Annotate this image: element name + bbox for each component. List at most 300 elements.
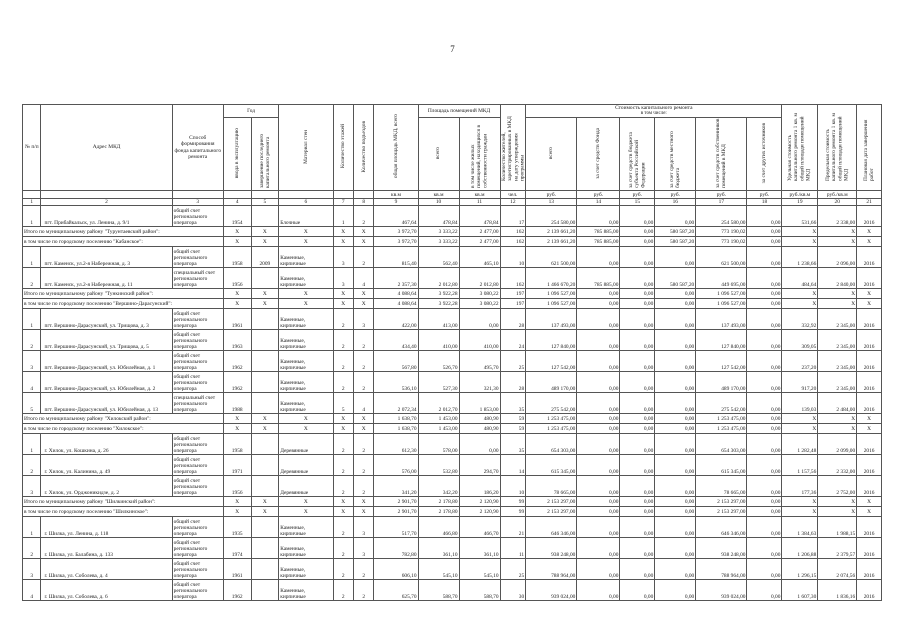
subtotal-cell: 0,00 (577, 424, 620, 434)
subtotal-cell: 0,00 (655, 299, 696, 309)
value-cell: 478,84 (418, 206, 459, 227)
subtotal-cell: X (251, 289, 279, 299)
value-cell: 275 542,00 (526, 393, 577, 414)
value-cell: 342,20 (418, 476, 459, 497)
subtotal-cell: 2 153 297,00 (526, 497, 577, 507)
value-cell: 1 296,15 (782, 559, 818, 580)
header-plan-date: Плановая дата завершения работ (857, 105, 882, 191)
table-cell (251, 517, 279, 538)
value-cell: 782,80 (374, 538, 418, 559)
subtotal-cell: 0,00 (747, 414, 782, 424)
subtotal-cell: X (223, 237, 251, 247)
value-cell: 17 (500, 206, 526, 227)
subtotal-cell: X (857, 507, 882, 517)
value-cell: 0,00 (620, 476, 655, 497)
value-cell: 10 (500, 476, 526, 497)
value-cell: 2 096,00 (818, 247, 857, 268)
column-number-cell: 17 (696, 199, 747, 206)
value-cell: 0,00 (577, 351, 620, 372)
value-cell: 654 303,00 (526, 434, 577, 455)
row-number-cell: 2 (23, 330, 41, 351)
unit-cell: руб./кв.м (818, 191, 857, 199)
subtotal-cell: 480,90 (459, 424, 500, 434)
subtotal-cell: 1 096 527,00 (696, 289, 747, 299)
header-cost-fund: за счет средств Фонда (577, 117, 620, 190)
subtotal-cell: 2 153 297,00 (526, 507, 577, 517)
header-cost-group: Стоимость капитального ремонта в том числе: (526, 105, 782, 118)
table-cell: 2016 (857, 580, 882, 601)
table-cell: 2016 (857, 309, 882, 330)
unit-cell (279, 191, 333, 199)
table-cell: 1935 (223, 517, 251, 538)
value-cell: 0,00 (620, 268, 655, 289)
table-cell: 3 (354, 309, 374, 330)
table-cell: 2016 (857, 268, 882, 289)
address-cell: пгт. Вершино-Дарасунский, ул. Юбилейная, д. 13 (41, 393, 172, 414)
value-cell: 0,00 (620, 206, 655, 227)
subtotal-cell: X (279, 227, 333, 237)
value-cell: 939 024,00 (696, 580, 747, 601)
unit-cell (354, 191, 374, 199)
table-cell: 2016 (857, 538, 882, 559)
table-cell: 2016 (857, 559, 882, 580)
subtotal-cell: X (782, 424, 818, 434)
value-cell: 78 665,00 (696, 476, 747, 497)
subtotal-cell: 3 922,28 (418, 289, 459, 299)
subtotal-cell: 0,00 (620, 227, 655, 237)
table-cell (251, 434, 279, 455)
value-cell: 137 493,00 (526, 309, 577, 330)
header-max-cost: Предельная стоимость капитального ремонта 1 кв. м общей площади помещений МКД (818, 105, 857, 191)
value-cell: 0,00 (577, 247, 620, 268)
value-cell: 0,00 (620, 538, 655, 559)
subtotal-row (23, 497, 882, 507)
subtotal-cell: X (857, 497, 882, 507)
method-cell: общий счет регионального оператора (172, 476, 223, 497)
subtotal-label: Итого по муниципальному району "Тункинский район": (23, 289, 224, 299)
value-cell: 0,00 (747, 330, 782, 351)
subtotal-cell: 3 080,22 (459, 299, 500, 309)
subtotal-cell: X (279, 289, 333, 299)
header-cost-other: за счет других источников (747, 117, 782, 190)
table-cell: 2 (333, 476, 353, 497)
table-cell (251, 330, 279, 351)
subtotal-label: в том числе по городскому поселению "Кабанское": (23, 237, 224, 247)
subtotal-cell: 773 190,02 (696, 237, 747, 247)
value-cell: 30 (500, 580, 526, 601)
subtotal-row (23, 237, 882, 247)
header-year-repair: завершение последнего капитального ремонта (251, 117, 279, 190)
subtotal-cell: 0,00 (620, 414, 655, 424)
value-cell: 0,00 (620, 351, 655, 372)
value-cell: 0,00 (747, 393, 782, 414)
value-cell: 465,10 (459, 247, 500, 268)
value-cell: 24 (500, 330, 526, 351)
subtotal-row (23, 227, 882, 237)
table-cell: 2016 (857, 330, 882, 351)
value-cell: 0,00 (655, 351, 696, 372)
column-number-cell: 13 (526, 199, 577, 206)
subtotal-cell: X (782, 289, 818, 299)
subtotal-cell: X (818, 497, 857, 507)
value-cell: 0,00 (620, 330, 655, 351)
value-cell: 2 345,00 (818, 309, 857, 330)
column-numbers-row (23, 199, 882, 206)
row-number-cell: 3 (23, 476, 41, 497)
value-cell: 2 012,70 (418, 393, 459, 414)
column-number-cell: 1 (23, 199, 41, 206)
column-number-cell: 5 (251, 199, 279, 206)
table-cell: 1961 (223, 309, 251, 330)
table-cell (251, 206, 279, 227)
table-cell: 2 (333, 309, 353, 330)
value-cell: 127 542,00 (526, 351, 577, 372)
subtotal-cell: X (223, 507, 251, 517)
value-cell: 580 587,20 (655, 268, 696, 289)
value-cell: 2 338,00 (818, 206, 857, 227)
value-cell: 1 836,16 (818, 580, 857, 601)
subtotal-cell: 2 120,90 (459, 497, 500, 507)
wall-material-cell: Деревянные (279, 455, 333, 476)
value-cell: 35 (500, 393, 526, 414)
row-number-cell: 1 (23, 309, 41, 330)
header-unit-cost: Удельная стоимость капитального ремонта 1 кв. м общей площади помещений МКД (782, 105, 818, 191)
value-cell: 0,00 (620, 580, 655, 601)
value-cell: 0,00 (577, 330, 620, 351)
value-cell: 527,30 (418, 372, 459, 393)
value-cell: 0,00 (747, 434, 782, 455)
method-cell: общий счет регионального оператора (172, 309, 223, 330)
subtotal-cell: 0,00 (655, 507, 696, 517)
subtotal-cell: 162 (500, 227, 526, 237)
value-cell: 2 484,00 (818, 393, 857, 414)
address-cell: г. Шилка, ул. Балабина, д. 133 (41, 538, 172, 559)
subtotal-row (23, 299, 882, 309)
value-cell: 788 964,00 (696, 559, 747, 580)
unit-cell (223, 191, 251, 199)
method-cell: общий счет регионального оператора (172, 538, 223, 559)
method-cell: общий счет регионального оператора (172, 517, 223, 538)
value-cell: 0,00 (655, 559, 696, 580)
subtotal-cell: X (857, 299, 882, 309)
unit-cell (23, 191, 41, 199)
subtotal-row (23, 414, 882, 424)
method-cell: общий счет регионального оператора (172, 206, 223, 227)
table-row (23, 538, 882, 559)
subtotal-row (23, 424, 882, 434)
value-cell: 0,00 (577, 517, 620, 538)
value-cell: 0,00 (577, 434, 620, 455)
value-cell: 0,00 (459, 309, 500, 330)
value-cell: 434,40 (374, 330, 418, 351)
value-cell: 815,40 (374, 247, 418, 268)
value-cell: 237,20 (782, 351, 818, 372)
value-cell: 588,70 (459, 580, 500, 601)
subtotal-cell: 0,00 (655, 497, 696, 507)
value-cell: 361,10 (459, 538, 500, 559)
subtotal-cell: 0,00 (577, 299, 620, 309)
table-cell: 5 (333, 393, 353, 414)
subtotal-cell: 2 153 297,00 (696, 497, 747, 507)
value-cell: 938 248,00 (526, 538, 577, 559)
table-cell (251, 309, 279, 330)
subtotal-cell: 0,00 (747, 237, 782, 247)
subtotal-cell: X (223, 424, 251, 434)
value-cell: 466,80 (418, 517, 459, 538)
subtotal-cell: 580 587,20 (655, 227, 696, 237)
subtotal-cell: X (279, 497, 333, 507)
table-cell: 1956 (223, 268, 251, 289)
address-cell: пгт. Вершино-Дарасунский, ул. Трищова, д. 3 (41, 309, 172, 330)
table-row (23, 476, 882, 497)
wall-material-cell: Каменные, кирпичные (279, 517, 333, 538)
value-cell: 309,05 (782, 330, 818, 351)
subtotal-cell: X (818, 227, 857, 237)
subtotal-cell: 0,00 (747, 227, 782, 237)
subtotal-label: в том числе по городскому поселению "Вершино-Дарасунский": (23, 299, 224, 309)
value-cell: 2 752,00 (818, 476, 857, 497)
value-cell: 0,00 (577, 455, 620, 476)
subtotal-cell: 2 139 661,20 (526, 237, 577, 247)
subtotal-cell: X (818, 507, 857, 517)
address-cell: г. Хилок, ул. Кошкина, д. 26 (41, 434, 172, 455)
subtotal-cell: 1 638,70 (374, 414, 418, 424)
table-cell: 2016 (857, 455, 882, 476)
subtotal-cell: 0,00 (747, 424, 782, 434)
value-cell: 621 500,00 (696, 247, 747, 268)
unit-cell: руб. (620, 191, 655, 199)
table-row (23, 351, 882, 372)
subtotal-cell: X (354, 414, 374, 424)
value-cell: 612,30 (374, 434, 418, 455)
subtotal-cell: 0,00 (620, 289, 655, 299)
value-cell: 0,00 (747, 455, 782, 476)
value-cell: 294,70 (459, 455, 500, 476)
value-cell: 1 384,63 (782, 517, 818, 538)
value-cell: 578,00 (418, 434, 459, 455)
value-cell: 0,00 (577, 372, 620, 393)
table-cell: 3 (354, 517, 374, 538)
subtotal-cell: X (223, 299, 251, 309)
value-cell: 186,20 (459, 476, 500, 497)
value-cell: 139,03 (782, 393, 818, 414)
value-cell: 466,70 (459, 517, 500, 538)
value-cell: 625,70 (374, 580, 418, 601)
address-cell: г. Хилок, ул. Орджоникидзе, д. 2 (41, 476, 172, 497)
subtotal-cell: X (251, 227, 279, 237)
table-cell: 2016 (857, 476, 882, 497)
table-cell: 2 (333, 434, 353, 455)
value-cell: 588,70 (418, 580, 459, 601)
table-cell: 2 (333, 455, 353, 476)
table-cell (251, 538, 279, 559)
table-cell (251, 351, 279, 372)
table-cell: 2 (354, 351, 374, 372)
value-cell: 788 964,00 (526, 559, 577, 580)
header-area-resid: в том числе жилых помещений, находящихся в собственности граждан (459, 117, 500, 190)
table-cell: 2009 (251, 247, 279, 268)
header-cost-fed: за счет средств бюджета субъекта Российской Федерации (620, 117, 655, 190)
wall-material-cell: Каменные, кирпичные (279, 309, 333, 330)
row-number-cell: 2 (23, 538, 41, 559)
header-method: Способ формирования фонда капитального ремонта (172, 105, 223, 191)
value-cell: 0,00 (747, 351, 782, 372)
header-area-all: всего (418, 117, 459, 190)
subtotal-cell: 0,00 (747, 289, 782, 299)
wall-material-cell: Деревянные (279, 476, 333, 497)
table-cell: 2 (354, 206, 374, 227)
value-cell: 78 665,00 (526, 476, 577, 497)
subtotal-cell: 2 901,70 (374, 507, 418, 517)
value-cell: 449 695,00 (696, 268, 747, 289)
value-cell: 489 170,00 (696, 372, 747, 393)
table-cell: 2016 (857, 517, 882, 538)
subtotal-cell: X (279, 507, 333, 517)
address-cell: г. Хилок, ул. Калинина, д. 49 (41, 455, 172, 476)
table-cell: 1963 (223, 330, 251, 351)
value-cell: 361,10 (418, 538, 459, 559)
subtotal-cell: X (857, 227, 882, 237)
subtotal-cell: X (251, 414, 279, 424)
value-cell: 0,00 (747, 476, 782, 497)
table-cell: 2 (354, 330, 374, 351)
row-number-cell: 4 (23, 580, 41, 601)
value-cell: 938 248,00 (696, 538, 747, 559)
value-cell: 0,00 (620, 247, 655, 268)
subtotal-cell: X (333, 507, 353, 517)
table-cell: 2016 (857, 434, 882, 455)
subtotal-cell: 2 139 661,20 (526, 227, 577, 237)
table-cell: 3 (354, 538, 374, 559)
address-cell: пгт. Прибайкальск, ул. Ленина, д. 9/1 (41, 206, 172, 227)
column-number-cell: 19 (782, 199, 818, 206)
table-cell: 3 (333, 268, 353, 289)
subtotal-cell: X (354, 424, 374, 434)
value-cell: 0,00 (655, 476, 696, 497)
value-cell: 1 282,48 (782, 434, 818, 455)
subtotal-cell: 3 922,28 (418, 299, 459, 309)
table-cell: 1954 (223, 206, 251, 227)
value-cell: 0,00 (655, 247, 696, 268)
subtotal-cell: 0,00 (620, 299, 655, 309)
column-number-cell: 8 (354, 199, 374, 206)
subtotal-cell: 0,00 (747, 507, 782, 517)
column-number-cell: 14 (577, 199, 620, 206)
method-cell: общий счет регионального оператора (172, 247, 223, 268)
subtotal-cell: 1 453,00 (418, 414, 459, 424)
subtotal-cell: X (251, 507, 279, 517)
value-cell: 332,92 (782, 309, 818, 330)
subtotal-cell: 162 (500, 237, 526, 247)
table-cell: 2 (333, 580, 353, 601)
value-cell: 410,00 (459, 330, 500, 351)
table-cell: 2 (333, 559, 353, 580)
value-cell: 1 206,88 (782, 538, 818, 559)
table-cell: 2016 (857, 393, 882, 414)
table-cell: 2 (354, 455, 374, 476)
unit-cell: кв.м (418, 191, 459, 199)
table-cell: 2 (354, 434, 374, 455)
method-cell: общий счет регионального оператора (172, 372, 223, 393)
value-cell: 517,70 (374, 517, 418, 538)
method-cell: общий счет регионального оператора (172, 434, 223, 455)
method-cell: общий счет регионального оператора (172, 580, 223, 601)
address-cell: г. Шилка, ул. Ленина, д. 118 (41, 517, 172, 538)
subtotal-cell: X (818, 299, 857, 309)
subtotal-cell: 1 096 527,00 (526, 289, 577, 299)
value-cell: 2 379,57 (818, 538, 857, 559)
subtotal-cell: X (279, 424, 333, 434)
row-number-cell: 1 (23, 434, 41, 455)
value-cell: 0,00 (655, 330, 696, 351)
unit-cell (172, 191, 223, 199)
subtotal-cell: 2 153 297,00 (696, 507, 747, 517)
value-cell: 489 170,00 (526, 372, 577, 393)
subtotal-cell: 3 333,22 (418, 227, 459, 237)
row-number-cell: 2 (23, 268, 41, 289)
header-row-number: № п/п (23, 105, 41, 191)
value-cell: 654 303,00 (696, 434, 747, 455)
header-total-area: общая площадь МКД, всего (374, 105, 418, 191)
value-cell: 0,00 (620, 434, 655, 455)
value-cell: 0,00 (655, 517, 696, 538)
wall-material-cell: Каменные, кирпичные (279, 580, 333, 601)
subtotal-cell: 1 253 475,00 (526, 424, 577, 434)
value-cell: 2 012,80 (418, 268, 459, 289)
subtotal-cell: X (857, 237, 882, 247)
table-cell (251, 580, 279, 601)
value-cell: 0,00 (620, 455, 655, 476)
subtotal-row (23, 507, 882, 517)
subtotal-cell: X (857, 424, 882, 434)
table-cell (251, 455, 279, 476)
table-cell: 2016 (857, 206, 882, 227)
column-number-cell: 9 (374, 199, 418, 206)
table-cell: 2 (354, 580, 374, 601)
subtotal-cell: 0,00 (577, 414, 620, 424)
table-cell: 2 (354, 476, 374, 497)
value-cell: 35 (500, 434, 526, 455)
method-cell: общий счет регионального оператора (172, 330, 223, 351)
subtotal-cell: X (333, 497, 353, 507)
value-cell: 254 580,00 (526, 206, 577, 227)
subtotal-cell: X (782, 227, 818, 237)
subtotal-cell: X (354, 497, 374, 507)
value-cell: 2 345,00 (818, 372, 857, 393)
value-cell: 2 074,56 (818, 559, 857, 580)
subtotal-cell: X (333, 289, 353, 299)
value-cell: 21 (500, 517, 526, 538)
table-cell: 2 (354, 372, 374, 393)
subtotal-cell: 773 190,02 (696, 227, 747, 237)
subtotal-cell: X (223, 289, 251, 299)
table-cell: 1962 (223, 372, 251, 393)
table-cell: 4 (354, 393, 374, 414)
table-cell: 2 (333, 351, 353, 372)
value-cell: 0,00 (577, 206, 620, 227)
value-cell: 615 345,00 (696, 455, 747, 476)
subtotal-cell: X (354, 507, 374, 517)
subtotal-cell: X (279, 299, 333, 309)
subtotal-cell: 1 638,70 (374, 424, 418, 434)
header-residents: Количество жителей, зарегистрированных в МКД на дату утверждения программы (500, 105, 526, 191)
subtotal-cell: 1 253 475,00 (526, 414, 577, 424)
value-cell: 127 840,00 (526, 330, 577, 351)
subtotal-cell: X (333, 414, 353, 424)
column-number-cell: 10 (418, 199, 459, 206)
address-cell: пгт. Вершино-Дарасунский, ул. Юбилейная, д. 2 (41, 372, 172, 393)
subtotal-cell: X (333, 237, 353, 247)
